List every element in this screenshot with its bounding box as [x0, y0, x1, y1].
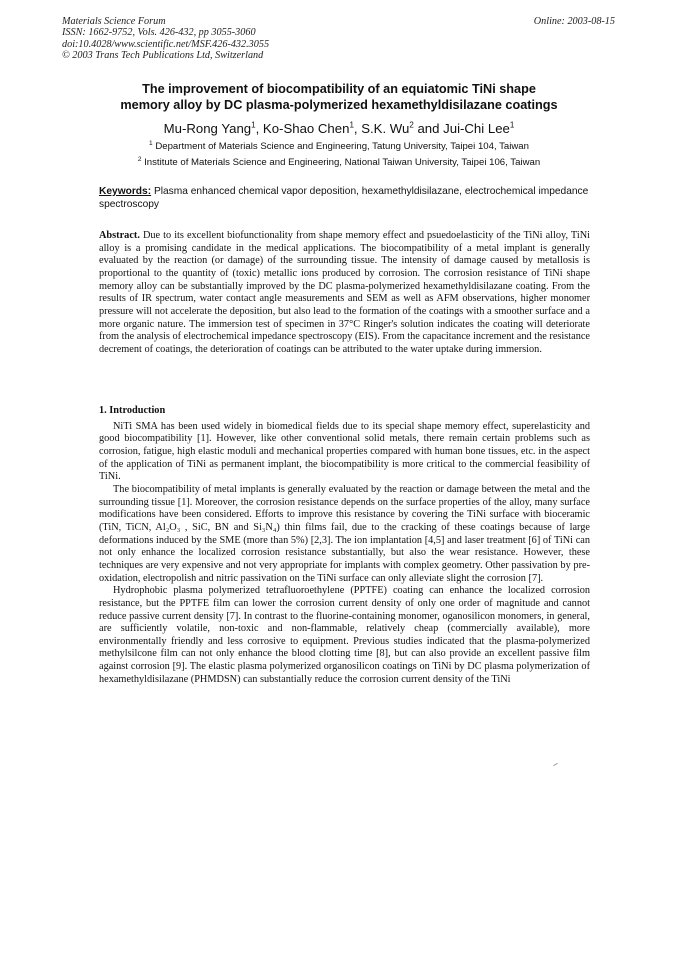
abstract-label: Abstract.: [99, 230, 140, 241]
scan-mark: [553, 763, 558, 766]
copyright-line: © 2003 Trans Tech Publications Ltd, Switzerland: [62, 50, 264, 62]
intro-paragraph-1: NiTi SMA has been used widely in biomedical fields due to its special shape memory effect, superelasticity and good biocompatibility [1]. However, like other conventional solid metals, there remain certain problems such as corrosion, fatigue, high elastic moduli and mechanical properties compared with human bone tissues, etc. in the aspect of the application of TiNi as permanent implant, the biocompatibility is more critical to the commercial feasibility of TiNi.: [99, 420, 590, 483]
author-name: S.K. Wu: [361, 121, 410, 136]
author-sep: ,: [255, 121, 263, 136]
introduction: [99, 405, 590, 686]
affiliation-text: Institute of Materials Science and Engineering, National Taiwan University, Taipei 106, Taiwan: [144, 157, 541, 168]
title-line-1: The improvement of biocompatibility of an equiatomic TiNi shape: [142, 82, 536, 96]
author-list: [60, 121, 618, 136]
paper-title: [80, 82, 598, 113]
title-line-2: memory alloy by DC plasma-polymerized hexamethyldisilazane coatings: [120, 97, 558, 112]
keywords-text: Plasma enhanced chemical vapor deposition, hexamethyldisilazane, electrochemical impedance spectroscopy: [99, 186, 589, 210]
affiliation-sup: 2: [137, 155, 142, 163]
author-name: Ko-Shao Chen: [262, 121, 350, 136]
online-date: Online: 2003-08-15: [533, 16, 615, 27]
issn-line: ISSN: 1662-9752, Vols. 426-432, pp 3055-3060: [62, 27, 256, 39]
keywords: [99, 186, 591, 211]
affiliation-sup: 1: [149, 139, 153, 147]
intro-paragraph-3: Hydrophobic plasma polymerized tetrafluoroethylene (PPTFE) coating can enhance the localized corrosion resistance, but the PPTFE film can lower the corrosion current density of only one order of magnitude and cannot reduce passive current density [7]. In contrast to the fluorine-containing monomer, oganosilicon monomers, in general, are sufficiently volatile, non-toxic and non-flammable, relatively cheap (commercially available), more environmentally friendly and less corrosive to equipment. Previous studies indicated that the plasma-polymerized methylsilcone film can not only enhance the blood clotting time [8], but can also provide an excellent passive film against corrosion [9]. The elastic plasma polymerized organosilicon coatings on TiNi by DC plasma polymerization of hexamethyldisilazane (PHMDSN) can substantially reduce the corrosion current density of the TiNi: [99, 585, 590, 685]
author-name: Mu-Rong Yang: [163, 121, 252, 136]
author-affil-sup: 1: [251, 120, 256, 130]
affiliation-1: [40, 141, 638, 152]
author-sep: and: [413, 121, 444, 136]
journal-meta: [62, 16, 269, 62]
author-name: Jui-Chi Lee: [443, 121, 510, 136]
doi-line: doi:10.4028/www.scientific.net/MSF.426-432.3055: [62, 38, 270, 50]
affiliation-text: Department of Materials Science and Engineering, Tatung University, Taipei 104, Taiwan: [155, 141, 529, 152]
journal-name: Materials Science Forum: [62, 16, 166, 27]
abstract: [99, 230, 590, 357]
keywords-label: Keywords:: [99, 186, 152, 197]
author-affil-sup: 2: [409, 120, 414, 130]
abstract-text: Due to its excellent biofunctionality from shape memory effect and psuedoelasticity of the TiNi alloy, TiNi alloy is a promising candidate in the medical applications. The biocompatibility of a metal implant is generally evaluated by the reaction (or damage) of the surrounding tissue. The intensity of damage caused by metallosis is proportional to the quantity of (toxic) metallic ions produced by corrosion. The corrosion resistance of TiNi shape memory alloy can be substantially improved by the DC plasma-polymerized hexamethyldisilazane coating. From the results of IR spectrum, water contact angle measurements and SEM as well as AFM observations, higher monomer pressure will not accelerate the deposition, but also lead to the formation of the coatings with a smoother surface and a more organic nature. The immersion test of specimen in 37°C Ringer's solution indicates the coating will deteriorate from the analysis of electrochemical impedance spectroscopy (EIS). From the capacitance increment and the resistance decrement of coatings, the deterioration of coatings can be attributed to the water uptake during immersion.: [99, 230, 590, 355]
section-heading: 1. Introduction: [99, 405, 166, 416]
author-affil-sup: 1: [509, 120, 515, 130]
author-affil-sup: 1: [349, 120, 354, 130]
intro-paragraph-2: The biocompatibility of metal implants is generally evaluated by the reaction or damage between the metal and the surrounding tissue [1]. Moreover, the corrosion resistance depends on the surface properties of the alloy, many surface modifications have been considered. Efforts to improve this resistance by covering the TiNi surface with bioceramic (TiN, TiCN, Al₂O₃ , SiC, BN and Si₃N₄) thin films fail, due to the cracking of these coatings because of large deformations induced by the SME (more than 5%) [2,3]. The ion implantation [4,5] and laser treatment [6] of TiNi can not only enhance the localized corrosion resistance substantially, but also the wear resistance. However, these techniques are very expensive and not very appropriate for implants with complex geometry. Other passivation by pre-oxidation, electropolish and nitric passivation on the TiNi surface can only alleviate slight the corrosion [7].: [99, 483, 590, 584]
affiliation-2: [40, 157, 638, 168]
author-sep: ,: [353, 121, 362, 136]
abstract-paragraph: [99, 230, 590, 357]
